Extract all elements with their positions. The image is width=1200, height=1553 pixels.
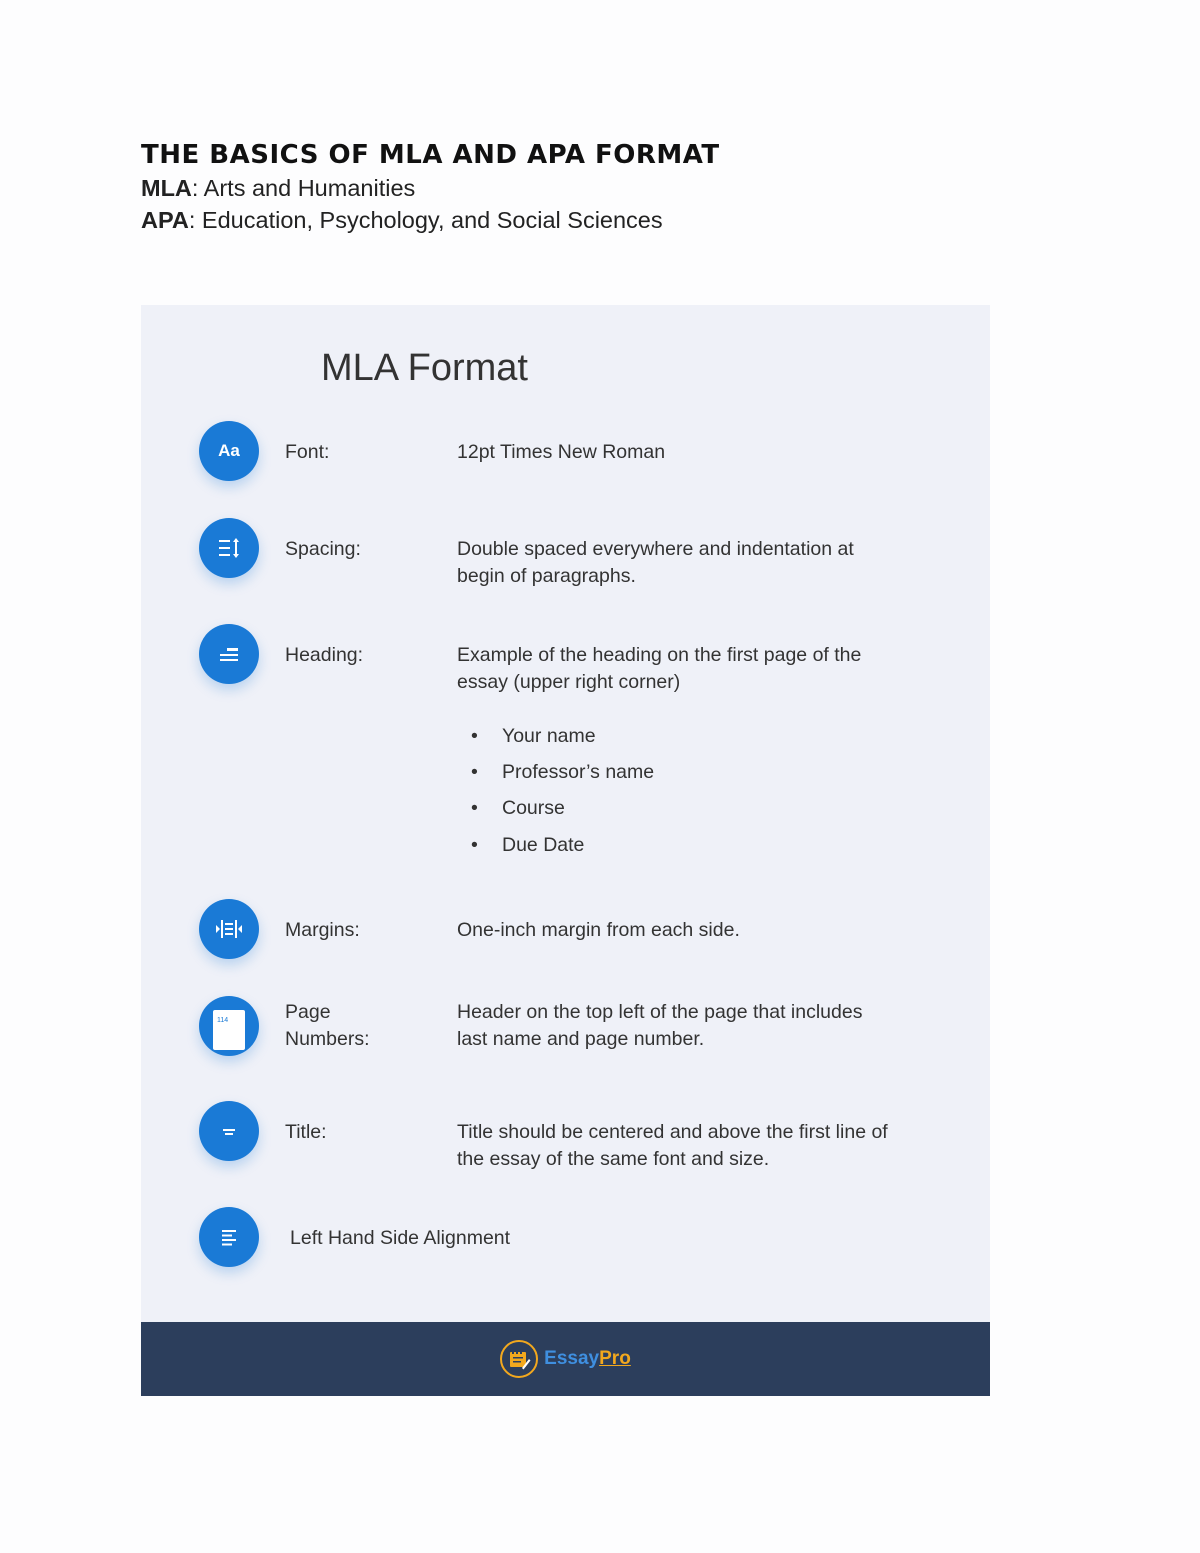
mla-line [141,174,720,202]
bullet-due-date [471,834,585,857]
font-label: Font: [285,441,330,463]
bullet-text: Professor’s name [502,761,655,783]
brand-part-essay: Essay [544,1348,600,1369]
bullet-your-name [471,725,596,748]
apa-line [141,206,720,234]
font-icon-text: Aa [218,441,240,460]
title-label: Title: [285,1121,327,1143]
bullet-dot: • [471,797,478,819]
mla-key: MLA [141,175,192,201]
font-icon [199,421,259,481]
brand-part-pro: Pro [599,1348,631,1369]
line-spacing-icon [199,518,259,578]
title-desc: Title should be centered and above the first line of the essay of the same font and size. [457,1121,888,1170]
mla-text: : Arts and Humanities [191,175,416,201]
essaypro-logo [500,1340,631,1378]
center-align-icon [199,1101,259,1161]
page-numbers-label [285,999,370,1053]
bullet-text: Your name [502,725,596,747]
bullet-dot: • [471,761,478,783]
bullet-course [471,797,565,820]
apa-text: : Education, Psychology, and Social Sciences [188,207,663,233]
spacing-desc: Double spaced everywhere and indentation at begin of paragraphs. [457,538,854,587]
brand-name [544,1348,631,1370]
bullet-text: Course [502,797,565,819]
margins-desc: One-inch margin from each side. [457,919,740,941]
spacing-label: Spacing: [285,538,361,560]
alignment-label: Left Hand Side Alignment [290,1227,511,1249]
page-numbers-label-line1: Page [285,1001,331,1023]
bullet-professors-name [471,761,655,784]
page-number-icon [199,996,259,1056]
heading-label: Heading: [285,644,364,666]
document-header [141,140,720,234]
heading-icon [199,624,259,684]
bullet-dot: • [471,725,478,747]
page-numbers-label-line2: Numbers: [285,1028,370,1050]
page-numbers-desc: Header on the top left of the page that includes last name and page number. [457,1001,863,1050]
page-number-icon-text: 114 [217,1017,229,1024]
margins-label: Margins: [285,919,360,941]
notepad-pencil-icon [500,1340,538,1378]
card-title: MLA Format [321,347,528,389]
brand-footer [141,1322,990,1396]
bullet-dot: • [471,834,478,856]
bullet-text: Due Date [502,834,585,856]
apa-key: APA [141,207,189,233]
font-desc: 12pt Times New Roman [457,441,666,463]
document-title: THE BASICS OF MLA AND APA FORMAT [141,140,720,170]
left-align-icon [199,1207,259,1267]
heading-desc: Example of the heading on the first page of the essay (upper right corner) [457,644,862,693]
margins-icon [199,899,259,959]
